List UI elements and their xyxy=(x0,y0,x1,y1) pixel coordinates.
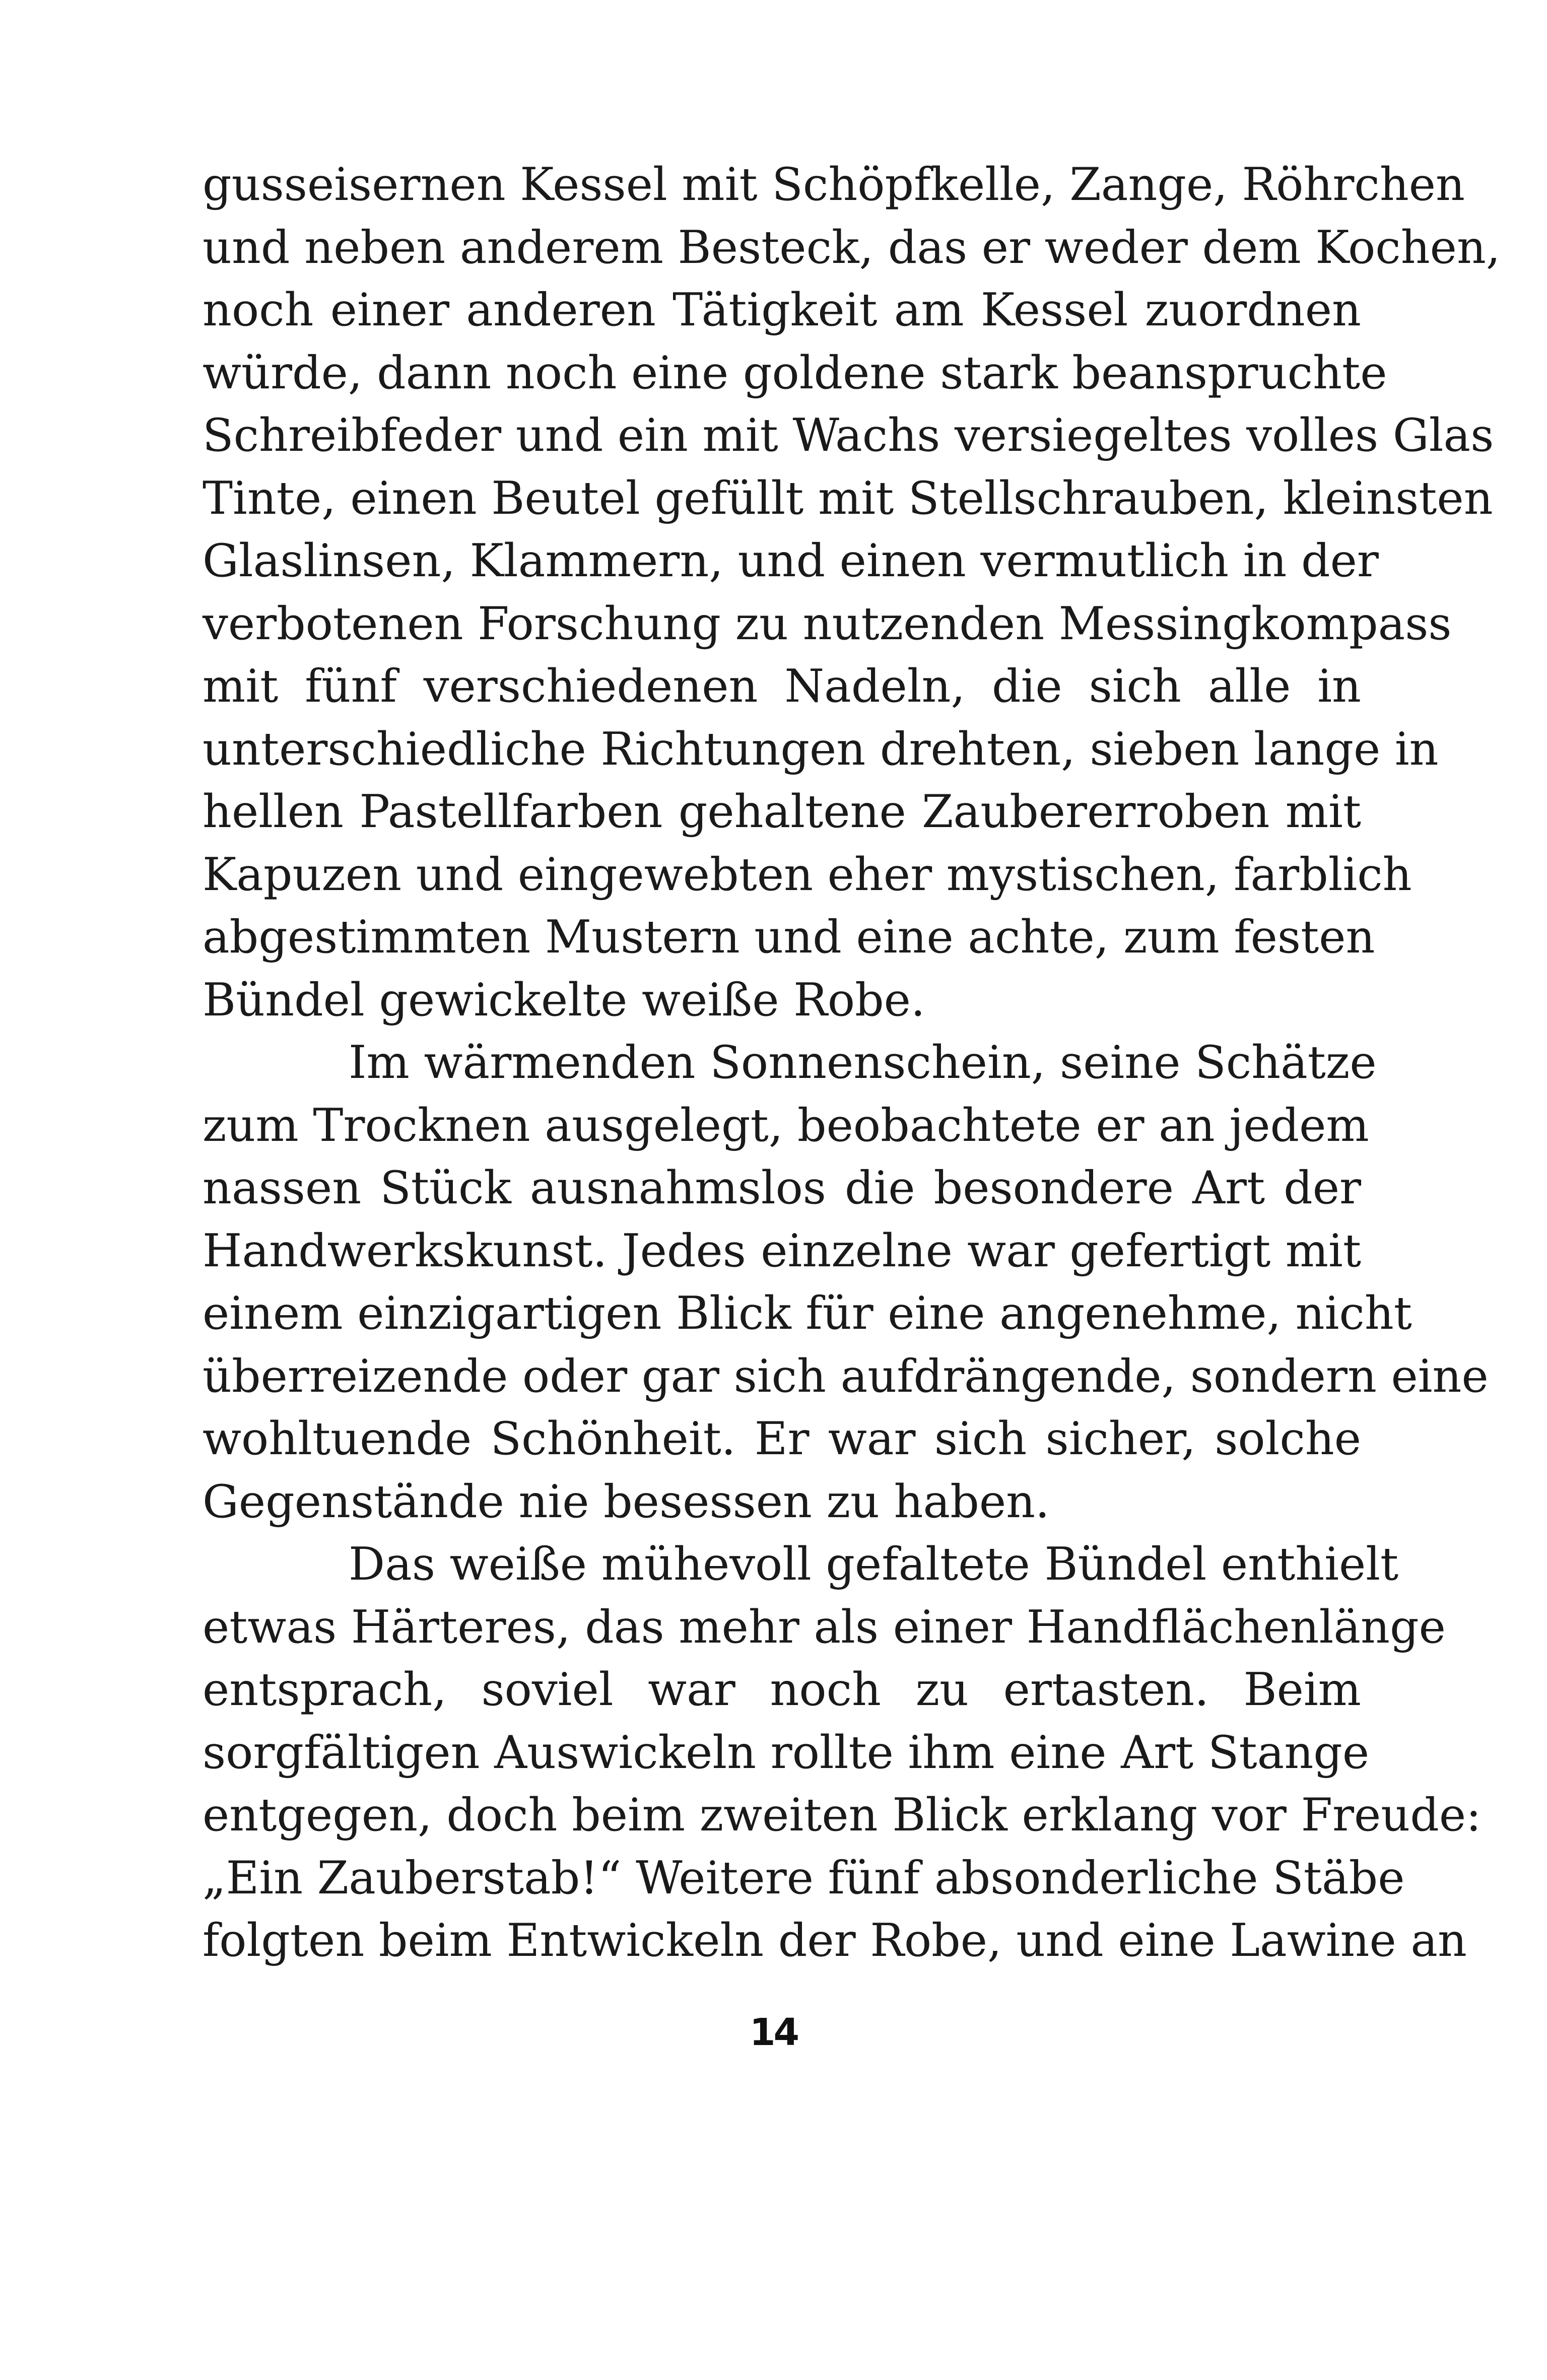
text-line: überreizende oder gar sich aufdrängende, sondern eine xyxy=(203,1349,1489,1403)
text-line: Handwerkskunst. Jedes einzelne war gefertigt mit xyxy=(203,1224,1361,1277)
text-line: Gegenstände nie besessen zu haben. xyxy=(203,1475,1050,1528)
text-line: verbotenen Forschung zu nutzenden Messingkompass xyxy=(203,597,1452,650)
text-line: Kapuzen und eingewebten eher mystischen, farblich xyxy=(203,848,1412,901)
text-line: Tinte, einen Beutel gefüllt mit Stellschrauben, kleinsten xyxy=(203,471,1493,525)
page-number: 14 xyxy=(750,2011,797,2054)
text-line: würde, dann noch eine goldene stark beanspruchte xyxy=(203,346,1387,399)
text-line: entsprach, soviel war noch zu ertasten. Beim xyxy=(203,1663,1361,1716)
text-line: hellen Pastellfarben gehaltene Zaubererroben mit xyxy=(203,785,1361,838)
text-line: entgegen, doch beim zweiten Blick erklang vor Freude: xyxy=(203,1789,1482,1842)
text-line: mit fünf verschiedenen Nadeln, die sich alle in xyxy=(203,660,1361,713)
text-line: etwas Härteres, das mehr als einer Handflächenlänge xyxy=(203,1600,1446,1654)
text-line: zum Trocknen ausgelegt, beobachtete er an jedem xyxy=(203,1099,1369,1152)
text-line: nassen Stück ausnahmslos die besondere Art der xyxy=(203,1162,1361,1214)
text-line: Schreibfeder und ein mit Wachs versiegeltes volles Glas xyxy=(203,409,1494,462)
text-line: „Ein Zauberstab!“ Weitere fünf absonderliche Stäbe xyxy=(203,1851,1405,1905)
text-line: Bündel gewickelte weiße Robe. xyxy=(203,973,925,1027)
text-line: noch einer anderen Tätigkeit am Kessel zuordnen xyxy=(203,284,1361,336)
paragraph-first-line: Im wärmenden Sonnenschein, seine Schätze xyxy=(349,1036,1377,1089)
text-line: abgestimmten Mustern und eine achte, zum festen xyxy=(203,911,1375,964)
text-line: unterschiedliche Richtungen drehten, sieben lange in xyxy=(203,722,1439,776)
text-line: wohltuende Schönheit. Er war sich sicher, solche xyxy=(203,1412,1361,1465)
text-line: und neben anderem Besteck, das er weder dem Kochen, xyxy=(203,221,1501,274)
text-line: folgten beim Entwickeln der Robe, und eine Lawine an xyxy=(203,1914,1467,1967)
paragraph-first-line: Das weiße mühevoll gefaltete Bündel enthielt xyxy=(349,1538,1399,1591)
body-text xyxy=(203,154,1501,1973)
text-line: Glaslinsen, Klammern, und einen vermutlich in der xyxy=(203,534,1379,587)
text-line: sorgfältigen Auswickeln rollte ihm eine Art Stange xyxy=(203,1726,1370,1779)
text-line: einem einzigartigen Blick für eine angenehme, nicht xyxy=(203,1287,1412,1340)
text-line: gusseisernen Kessel mit Schöpfkelle, Zange, Röhrchen xyxy=(203,158,1465,211)
